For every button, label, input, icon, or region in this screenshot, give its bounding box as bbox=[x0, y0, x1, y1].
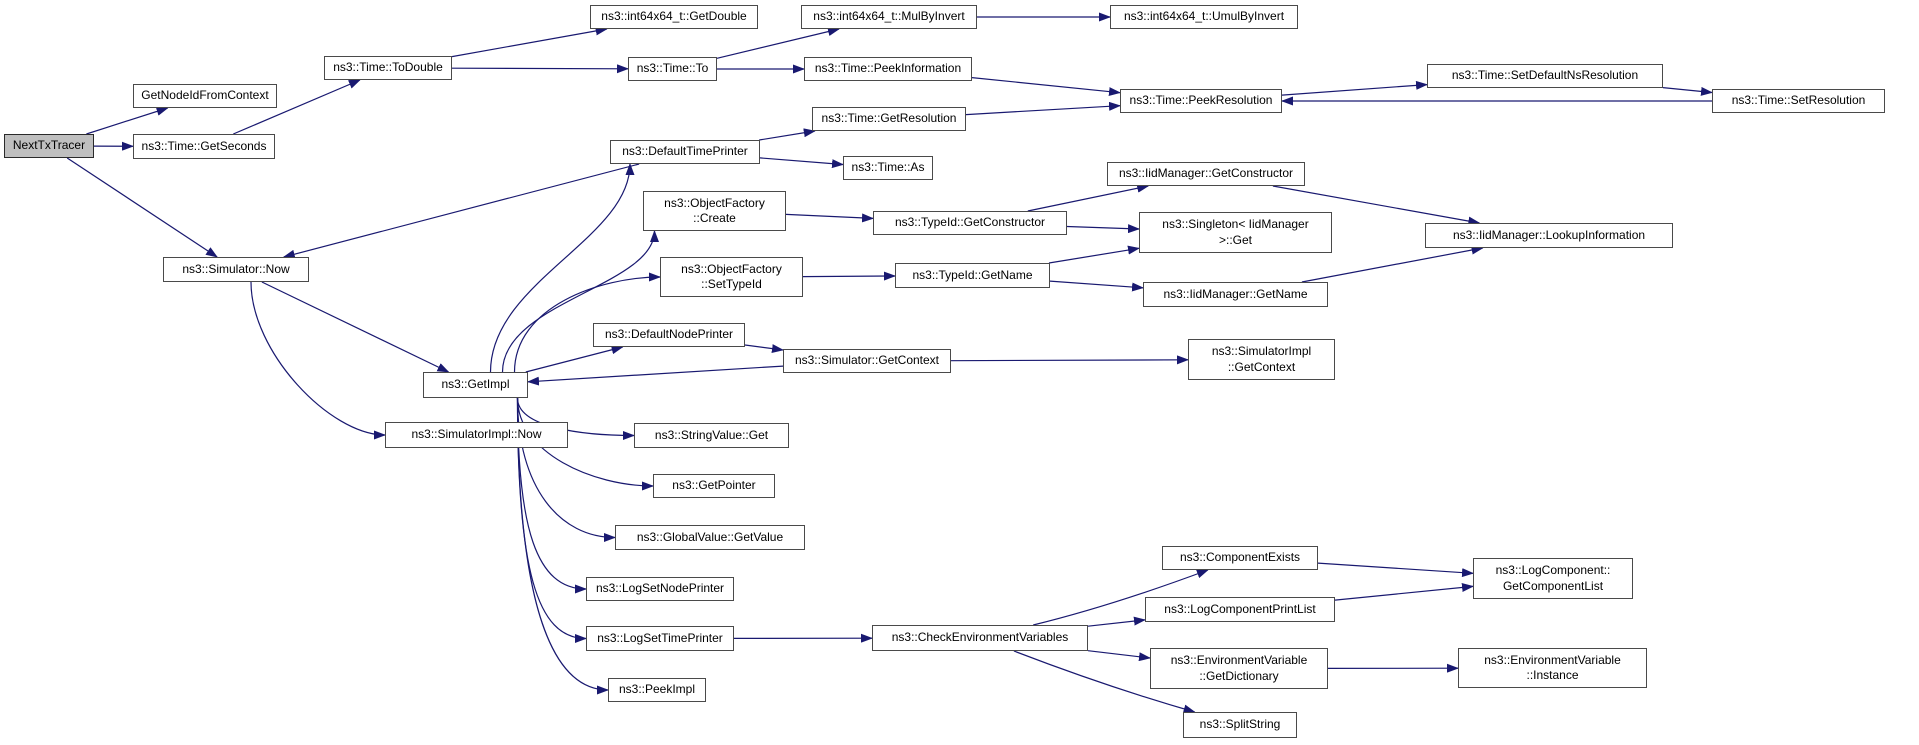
node-label: ns3::ObjectFactory bbox=[681, 261, 782, 276]
node-label: ns3::Time::PeekResolution bbox=[1129, 93, 1273, 108]
node-label: ns3::Simulator::GetContext bbox=[794, 353, 940, 368]
node-getdouble[interactable] bbox=[590, 5, 758, 29]
edge-componentexists-getcomponentlist bbox=[1318, 563, 1473, 573]
node-label: ns3::int64x64_t::UmulByInvert bbox=[1123, 9, 1285, 24]
node-simgetcontext[interactable] bbox=[783, 349, 951, 373]
node-globalvaluegetvalue[interactable] bbox=[615, 525, 805, 550]
node-label: ns3::int64x64_t::GetDouble bbox=[601, 9, 747, 24]
edge-simgetcontext-getimpl bbox=[528, 366, 783, 382]
edge-todouble-getdouble bbox=[452, 29, 607, 57]
node-label: ns3::Time::SetDefaultNsResolution bbox=[1451, 68, 1639, 83]
edge-getimpl-objfactorycreate bbox=[503, 231, 655, 372]
node-label: ns3::IidManager::GetName bbox=[1163, 286, 1308, 301]
node-label: ns3::Singleton< IidManager bbox=[1162, 217, 1309, 232]
node-label: ns3::LogComponent:: bbox=[1495, 563, 1611, 578]
edge-checkenvvars-logcomponentprintlist bbox=[1088, 620, 1145, 626]
node-defaultnodeprinter[interactable] bbox=[593, 323, 745, 347]
node-label: ns3::IidManager::GetConstructor bbox=[1118, 166, 1294, 181]
edge-defaulttimeprinter-simnow bbox=[284, 164, 639, 257]
node-getseconds[interactable] bbox=[133, 134, 275, 159]
node-nexttxtracer[interactable] bbox=[4, 134, 94, 158]
node-label: ns3::IidManager::LookupInformation bbox=[1452, 227, 1646, 242]
node-label: ns3::CheckEnvironmentVariables bbox=[891, 630, 1069, 645]
node-label: ns3::Time::ToDouble bbox=[333, 60, 443, 75]
edge-defaulttimeprinter-timeas bbox=[760, 158, 843, 165]
node-label: ::SetTypeId bbox=[701, 277, 762, 291]
node-typeidgetconstructor[interactable] bbox=[873, 211, 1067, 235]
node-label: ns3::Time::GetSeconds bbox=[141, 138, 267, 153]
node-label: ns3::ComponentExists bbox=[1179, 550, 1301, 565]
node-iidgetname[interactable] bbox=[1143, 282, 1328, 307]
node-umulbyinvert[interactable] bbox=[1110, 5, 1298, 29]
node-envvarinstance[interactable] bbox=[1458, 648, 1647, 688]
node-label: ns3::Time::As bbox=[851, 160, 925, 175]
node-label: ns3::LogComponentPrintList bbox=[1164, 601, 1316, 616]
edge-todouble-timeto bbox=[452, 68, 628, 69]
node-lookupinformation[interactable] bbox=[1425, 223, 1673, 248]
node-iidgetconstructor[interactable] bbox=[1107, 162, 1305, 186]
node-label: ns3::LogSetNodePrinter bbox=[595, 581, 725, 596]
node-label: ns3::SimulatorImpl bbox=[1211, 344, 1312, 359]
node-label: ns3::SplitString bbox=[1199, 717, 1281, 732]
node-label: ::Instance bbox=[1526, 668, 1579, 682]
node-label: ns3::GlobalValue::GetValue bbox=[636, 529, 784, 544]
node-label: GetComponentList bbox=[1502, 578, 1604, 593]
node-componentexists[interactable] bbox=[1162, 546, 1318, 570]
node-peekimpl[interactable] bbox=[608, 678, 706, 702]
node-peekresolution[interactable] bbox=[1120, 89, 1282, 113]
node-simnow[interactable] bbox=[163, 257, 309, 282]
node-label: ns3::TypeId::GetConstructor bbox=[894, 215, 1046, 230]
node-timeas[interactable] bbox=[843, 156, 933, 180]
node-setdefaultns[interactable] bbox=[1427, 64, 1663, 88]
node-label: ns3::Time::PeekInformation bbox=[814, 61, 962, 76]
node-objfactorysettypeid[interactable] bbox=[660, 257, 803, 297]
node-getnodeid[interactable] bbox=[133, 84, 277, 108]
node-logsettimeprinter[interactable] bbox=[586, 626, 734, 651]
node-envvargetdictionary[interactable] bbox=[1150, 648, 1328, 689]
node-typeidgetname[interactable] bbox=[895, 263, 1050, 288]
node-label: NextTxTracer bbox=[12, 138, 86, 153]
node-label: ns3::Time::SetResolution bbox=[1731, 93, 1866, 108]
node-singletonget[interactable] bbox=[1139, 212, 1332, 253]
node-timeto[interactable] bbox=[628, 57, 717, 81]
edge-iidgetname-lookupinformation bbox=[1302, 248, 1483, 282]
node-getimpl[interactable] bbox=[423, 372, 528, 398]
node-label: ns3::EnvironmentVariable bbox=[1484, 652, 1621, 667]
node-label: ::Create bbox=[693, 211, 736, 225]
node-defaulttimeprinter[interactable] bbox=[610, 140, 760, 164]
node-label: GetNodeIdFromContext bbox=[141, 88, 269, 103]
node-label: ns3::TypeId::GetName bbox=[912, 267, 1033, 282]
node-label: ns3::Time::GetResolution bbox=[821, 111, 957, 126]
node-label: ns3::GetImpl bbox=[441, 377, 510, 392]
edge-peekinformation-peekresolution bbox=[972, 78, 1120, 93]
edge-getresolution-peekresolution bbox=[966, 106, 1120, 115]
node-stringvalueget[interactable] bbox=[634, 423, 789, 448]
node-label: ::GetContext bbox=[1227, 359, 1296, 374]
edge-simnow-simimplnow bbox=[251, 282, 385, 435]
node-label: ns3::GetPointer bbox=[672, 478, 756, 493]
node-todouble[interactable] bbox=[324, 56, 452, 80]
node-label: >::Get bbox=[1218, 232, 1253, 247]
edge-checkenvvars-envvargetdictionary bbox=[1088, 651, 1150, 658]
node-logsetnodeprinter[interactable] bbox=[586, 577, 734, 601]
node-simimplgetcontext[interactable] bbox=[1188, 339, 1335, 380]
node-checkenvvars[interactable] bbox=[872, 625, 1088, 651]
node-setresolution[interactable] bbox=[1712, 89, 1885, 113]
edge-typeidgetname-iidgetname bbox=[1050, 281, 1143, 288]
node-label: ns3::LogSetTimePrinter bbox=[597, 630, 723, 645]
edge-nexttxtracer-simnow bbox=[67, 158, 217, 257]
node-peekinformation[interactable] bbox=[804, 57, 972, 81]
node-simimplnow[interactable] bbox=[385, 422, 568, 448]
edge-typeidgetconstructor-singletonget bbox=[1067, 227, 1139, 230]
edge-setdefaultns-setresolution bbox=[1663, 88, 1712, 93]
node-getcomponentlist[interactable] bbox=[1473, 558, 1633, 599]
edge-nexttxtracer-getnodeid bbox=[86, 108, 167, 134]
node-splitstring[interactable] bbox=[1183, 712, 1297, 738]
node-label: ns3::StringValue::Get bbox=[654, 427, 769, 442]
edge-typeidgetname-singletonget bbox=[1049, 248, 1139, 263]
node-getpointer[interactable] bbox=[653, 474, 775, 498]
edge-defaultnodeprinter-simgetcontext bbox=[745, 345, 783, 350]
node-label: ns3::PeekImpl bbox=[618, 682, 696, 697]
edge-objfactorysettypeid-typeidgetname bbox=[803, 276, 895, 277]
node-label: ns3::ObjectFactory bbox=[664, 195, 765, 210]
edge-objfactorycreate-typeidgetconstructor bbox=[786, 214, 873, 218]
node-label: ::GetDictionary bbox=[1199, 668, 1279, 683]
node-getresolution[interactable] bbox=[812, 107, 966, 131]
edge-simgetcontext-simimplgetcontext bbox=[951, 360, 1188, 361]
edge-peekresolution-setdefaultns bbox=[1282, 85, 1427, 96]
node-label: ns3::DefaultTimePrinter bbox=[622, 144, 748, 159]
node-mulbyinvert[interactable] bbox=[801, 5, 977, 29]
node-label: ns3::Simulator::Now bbox=[182, 261, 290, 276]
node-logcomponentprintlist[interactable] bbox=[1145, 597, 1335, 622]
edge-logcomponentprintlist-getcomponentlist bbox=[1335, 586, 1473, 600]
node-label: ns3::int64x64_t::MulByInvert bbox=[813, 9, 965, 24]
edge-typeidgetconstructor-iidgetconstructor bbox=[1028, 186, 1148, 211]
node-label: ns3::DefaultNodePrinter bbox=[604, 327, 734, 342]
node-label: ns3::SimulatorImpl::Now bbox=[411, 427, 542, 442]
node-label: ns3::Time::To bbox=[636, 61, 709, 76]
node-label: ns3::EnvironmentVariable bbox=[1170, 653, 1308, 668]
edge-timeto-mulbyinvert bbox=[717, 29, 839, 58]
node-objfactorycreate[interactable] bbox=[643, 191, 786, 231]
edge-getimpl-defaultnodeprinter bbox=[526, 347, 623, 372]
edge-defaulttimeprinter-getresolution bbox=[759, 131, 815, 140]
edge-simnow-getimpl bbox=[262, 282, 449, 372]
